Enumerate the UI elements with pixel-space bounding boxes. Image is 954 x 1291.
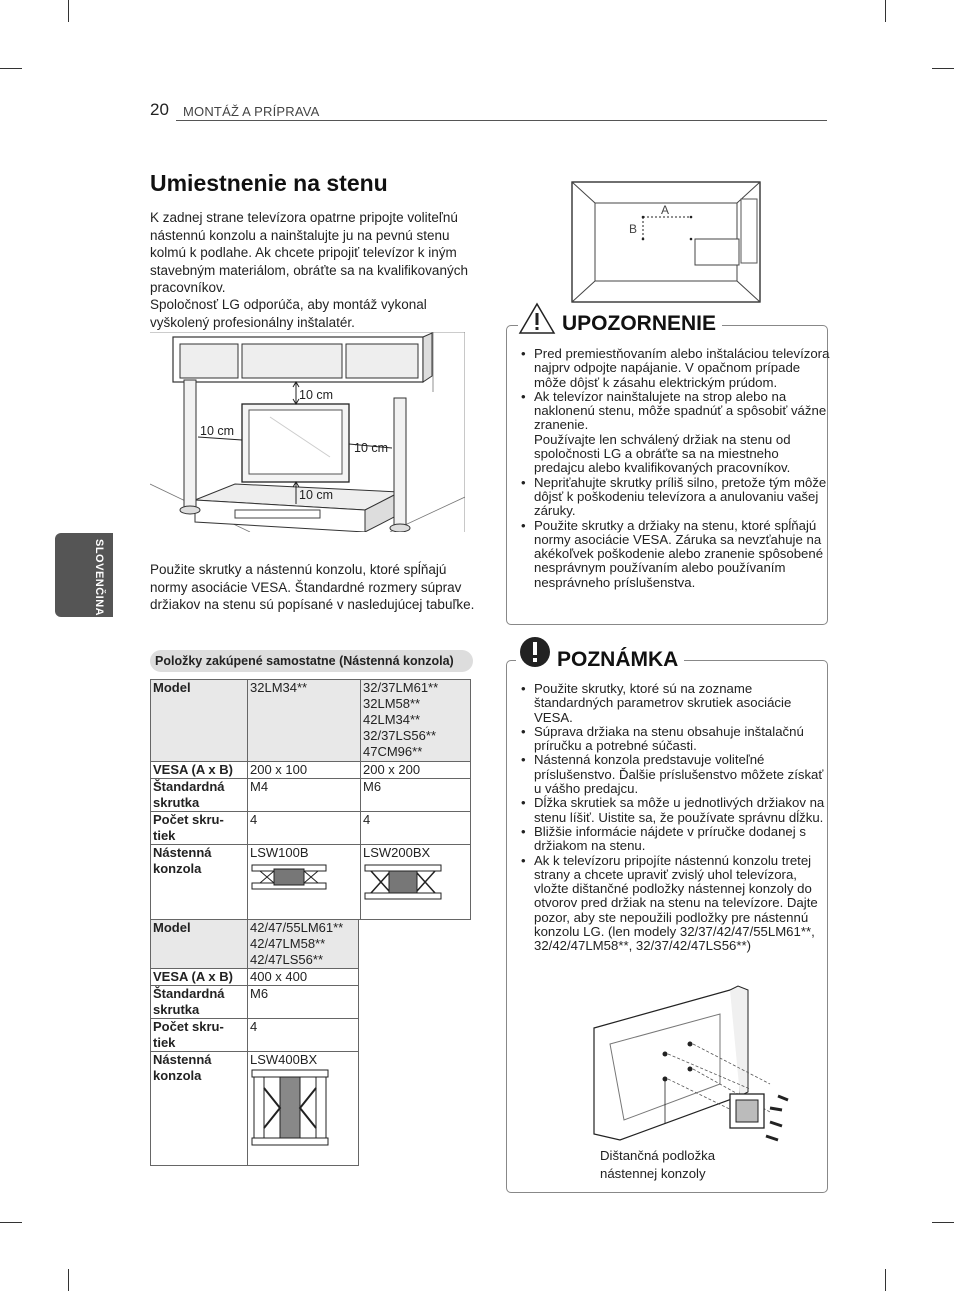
intro-paragraph-2: Spoločnosť LG odporúča, aby montáž vykonal vyškolený profesionálny inštalatér.: [150, 297, 427, 330]
table-label-count: Počet skru-tiek: [151, 812, 248, 845]
table-label-model: Model: [151, 920, 248, 969]
bracket-table-2: [150, 919, 359, 1166]
caution-item: • Ak televízor nainštalujete na strop alebo na naklonenú stenu, môže spadnúť a spôsobiť vážne zranenie. Používajte len schválený držiak na stenu od spoločnosti LG a obráťte sa na miestneho predajcu alebo kvalifikovaných pracovníkov.: [534, 390, 831, 476]
table-label-screw: Štandardná skrutka: [151, 986, 248, 1019]
caution-item: • Pred premiestňovaním alebo inštaláciou televízora najprv odpojte napájanie. V opačnom prípade môže dôjsť k zásahu elektrickým prúdom.: [534, 347, 831, 390]
table-cell: M6: [248, 986, 359, 1019]
warning-triangle-icon: [518, 302, 556, 335]
note-item: • Dĺžka skrutiek sa môže u jednotlivých držiakov na stenu líšiť. Uistite sa, že používate správnu dĺžku.: [534, 796, 831, 825]
vesa-label-a: A: [661, 203, 670, 217]
bracket-lsw400bx-image: [250, 1068, 330, 1148]
caution-item: • Použite skrutky a držiaky na stenu, ktoré spĺňajú normy asociácie VESA. Záruka sa nevzťahuje na akékoľvek poškodenie alebo zranenie spôsobené nesprávnym používaním alebo používaním nesprávneho príslušenstva.: [534, 519, 831, 590]
clearance-left-label: 10 cm: [200, 424, 235, 438]
table-cell: [248, 845, 361, 920]
vesa-paragraph: Použite skrutky a nástennú konzolu, ktoré spĺňajú normy asociácie VESA. Štandardné rozmery súprav držiakov na stenu sú popísané v nasledujúcej tabuľke.: [150, 562, 475, 612]
crop-mark: [0, 1222, 22, 1223]
table-heading: Položky zakúpené samostatne (Nástenná konzola): [150, 650, 473, 672]
clearance-top-label: 10 cm: [299, 388, 334, 402]
table-label-vesa: VESA (A x B): [151, 762, 248, 779]
note-item: • Súprava držiaka na stenu obsahuje inštalačnú príručku a potrebné súčasti.: [534, 725, 831, 754]
crop-mark: [885, 1269, 886, 1291]
table-label-vesa: VESA (A x B): [151, 969, 248, 986]
table-cell: [361, 845, 471, 920]
bracket-name: LSW200BX: [363, 845, 431, 860]
table-cell: 4: [361, 812, 471, 845]
page-title: Umiestnenie na stenu: [150, 170, 388, 196]
table-label-count: Počet skru-tiek: [151, 1019, 248, 1052]
vesa-diagram: [571, 181, 761, 303]
exclamation-icon: [516, 635, 554, 671]
vesa-label-b: B: [629, 222, 638, 236]
crop-mark: [68, 0, 69, 22]
note-title: POZNÁMKA: [551, 648, 684, 672]
caution-item: • Nepriťahujte skrutky príliš silno, pretože tým môže dôjsť k poškodeniu televízora a anulovaniu vašej záruky.: [534, 476, 831, 519]
bracket-table-1: [150, 679, 471, 920]
caution-title: UPOZORNENIE: [556, 312, 722, 336]
language-tab-label: SLOVENČINA: [93, 539, 105, 617]
note-item: • Nástenná konzola predstavuje voliteľné príslušenstvo. Ďalšie príslušenstvo môžete získať u vášho predajcu.: [534, 753, 831, 796]
page-number: 20: [150, 100, 169, 119]
crop-mark: [0, 68, 22, 69]
caution-list: [520, 347, 831, 590]
table-cell: M6: [361, 779, 471, 812]
note-item: • Použite skrutky, ktoré sú na zozname štandardných parametrov skrutiek asociácie VESA.: [534, 682, 831, 725]
table-cell: [248, 1052, 359, 1166]
bracket-name: LSW100B: [250, 845, 309, 860]
clearance-right-label: 10 cm: [354, 441, 389, 455]
table-label-bracket: Nástenná konzola: [151, 1052, 248, 1166]
section-title: MONTÁŽ A PRÍPRAVA: [183, 104, 320, 119]
table-cell: 32/37LM61** 32LM58** 42LM34** 32/37LS56** 47CM96**: [361, 680, 471, 762]
header-divider: [176, 120, 827, 121]
wall-clearance-illustration: [150, 332, 465, 532]
intro-paragraph-1: K zadnej strane televízora opatrne pripojte voliteľnú nástennú konzolu a nainštalujte ju na pevnú stenu kolmú k podlahe. Ak chcete pripojiť televízor k iným stavebným materiálom, obráťte sa na kvalifikovaných pracovníkov.: [150, 210, 468, 295]
table-cell: 200 x 100: [248, 762, 361, 779]
table-cell: 400 x 400: [248, 969, 359, 986]
table-label-bracket: Nástenná konzola: [151, 845, 248, 920]
table-cell: 32LM34**: [248, 680, 361, 762]
table-cell: 200 x 200: [361, 762, 471, 779]
crop-mark: [932, 1222, 954, 1223]
table-cell: M4: [248, 779, 361, 812]
tv-spacer-illustration: [590, 984, 810, 1146]
table-cell: 4: [248, 1019, 359, 1052]
note-list: [520, 682, 831, 954]
language-tab: [55, 533, 113, 617]
crop-mark: [885, 0, 886, 22]
table-cell: 4: [248, 812, 361, 845]
bracket-lsw100b-image: [250, 861, 328, 893]
table-label-screw: Štandardná skrutka: [151, 779, 248, 812]
note-item: • Bližšie informácie nájdete v príručke dodanej s držiakom na stenu.: [534, 825, 831, 854]
spacer-caption: Dištančná podložka nástennej konzoly: [600, 1148, 716, 1181]
note-item: • Ak k televízoru pripojíte nástennú konzolu tretej strany a chcete upraviť zvislý uhol televízora, vložte dištančné podložky nástennej konzoly do otvorov pred držiak na stenu na televízore. Dajte pozor, aby ste nepoužili podložky pre nástennú konzolu LG. (len modely 32/37/42/47/55LM61**, 32/42/47LM58**, 32/37/42/47LS56**): [534, 854, 831, 954]
clearance-bottom-label: 10 cm: [299, 488, 334, 502]
bracket-name: LSW400BX: [250, 1052, 318, 1067]
bracket-lsw200bx-image: [363, 861, 443, 903]
crop-mark: [68, 1269, 69, 1291]
table-cell: 42/47/55LM61** 42/47LM58** 42/47LS56**: [248, 920, 359, 969]
crop-mark: [932, 68, 954, 69]
table-label-model: Model: [151, 680, 248, 762]
